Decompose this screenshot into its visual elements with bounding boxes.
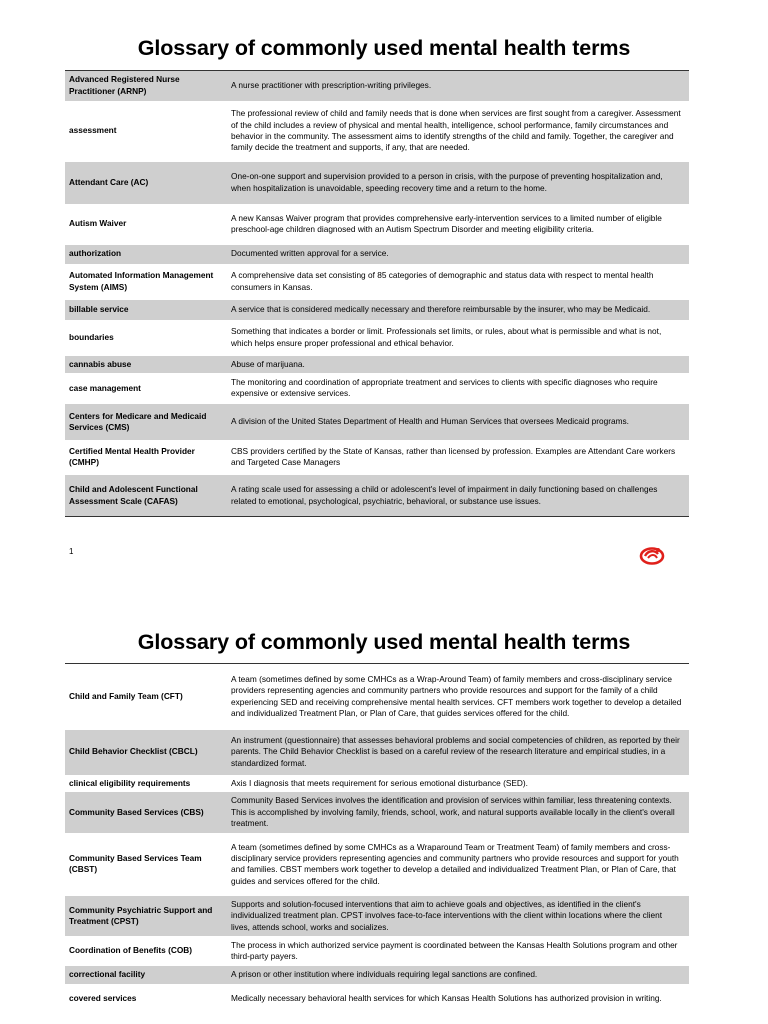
term-cell: Attendant Care (AC): [65, 162, 228, 204]
page-2: [0, 600, 768, 1024]
glossary-table: [65, 663, 689, 1014]
definition-cell: Documented written approval for a service.: [228, 245, 689, 264]
table-row: [65, 300, 689, 320]
term-cell: Community Psychiatric Support and Treatment (CPST): [65, 896, 228, 936]
page-number: 1: [69, 547, 74, 556]
term-cell: case management: [69, 382, 141, 393]
term-cell: authorization: [65, 245, 228, 264]
table-row: [65, 833, 689, 896]
definition-cell: A team (sometimes defined by some CMHCs as a Wraparound Team or Treatment Team) of family members and cross-disciplinary service providers representing agencies and community partners who provide resources and support for youth and families. CBST members work together to develop a detailed and individualized Treatment Plan, or Plan of Care, that guides and services offered for the child.: [231, 841, 679, 886]
term-cell: assessment: [69, 125, 117, 136]
term-cell: cannabis abuse: [65, 356, 228, 373]
term-cell: correctional facility: [65, 966, 228, 984]
table-row: [65, 264, 689, 300]
definition-cell: A team (sometimes defined by some CMHCs as a Wrap-Around Team) of family members and cross-disciplinary service providers representing agencies and community partners who provide resources and support for the family of a child experiencing SED and receiving comprehensive mental health services. CFT members work together to develop a detailed and individualized Treatment Plan, or Plan of Care, that guides services offered for the child.: [231, 673, 682, 719]
table-row: [65, 245, 689, 264]
term-cell: boundaries: [69, 331, 114, 342]
table-row: [65, 896, 689, 936]
page-title: Glossary of commonly used mental health terms: [137, 630, 631, 654]
table-row: [65, 936, 689, 966]
definition-cell: Abuse of marijuana.: [228, 356, 689, 373]
definition-cell: A division of the United States Department of Health and Human Services that oversees Medicaid programs.: [228, 404, 689, 440]
definition-cell: An instrument (questionnaire) that assesses behavioral problems and social competencies of children, as reported by their parents. The Child Behavior Checklist is based on a careful review of the research literature and empirical studies, in a standardized format.: [228, 730, 689, 775]
term-cell: Autism Waiver: [69, 218, 127, 229]
table-row: [65, 775, 689, 792]
table-row: [65, 792, 689, 833]
table-row: [65, 204, 689, 245]
definition-cell: CBS providers certified by the State of Kansas, rather than licensed by profession. Examples are Attendant Care workers and Targeted Case Managers: [231, 446, 676, 468]
table-row: [65, 475, 689, 517]
table-row: [65, 984, 689, 1014]
term-cell: Community Based Services Team (CBST): [69, 853, 202, 875]
definition-cell: A service that is considered medically necessary and therefore reimbursable by the insurer, who may be Medicaid.: [228, 300, 689, 320]
term-cell: Advanced Registered Nurse Practitioner (ARNP): [65, 71, 228, 101]
definition-cell: Something that indicates a border or limit. Professionals set limits, or rules, about what is permissible and what is not, which helps ensure proper professional and ethical behavior.: [231, 326, 662, 348]
term-cell: clinical eligibility requirements: [69, 777, 191, 788]
definition-cell: One-on-one support and supervision provided to a person in crisis, with the purpose of preventing hospitalization and, when hospitalization is unavoidable, speeding recovery time and a return to the home.: [228, 162, 689, 204]
definition-cell: Axis I diagnosis that meets requirement for serious emotional disturbance (SED).: [231, 777, 528, 788]
term-cell: Child and Family Team (CFT): [69, 691, 183, 702]
definition-cell: A new Kansas Waiver program that provides comprehensive early-intervention services to a limited number of eligible preschool-age children diagnosed with an Autism Spectrum Disorder and meeting eligibility criteria.: [231, 212, 662, 234]
definition-cell: Medically necessary behavioral health services for which Kansas Health Solutions has authorized provision in writing.: [231, 993, 662, 1004]
table-row: [65, 440, 689, 475]
definition-cell: The monitoring and coordination of appropriate treatment and services to clients with specific diagnoses who require expensive or extensive services.: [231, 377, 658, 399]
term-cell: covered services: [69, 993, 137, 1004]
table-row: [65, 730, 689, 775]
table-row: [65, 404, 689, 440]
table-row: [65, 373, 689, 404]
term-cell: Coordination of Benefits (COB): [69, 945, 193, 956]
definition-cell: A rating scale used for assessing a child or adolescent's level of impairment in daily functioning based on challenges related to emotional, psychological, psychiatric, behavioral, or substance use issues.: [228, 475, 689, 517]
glossary-table: [65, 70, 689, 517]
kansas-health-solutions-logo-icon: [639, 545, 665, 565]
table-row: [65, 162, 689, 204]
definition-cell: A nurse practitioner with prescription-writing privileges.: [228, 71, 689, 101]
definition-cell: A comprehensive data set consisting of 85 categories of demographic and status data with respect to mental health consumers in Kansas.: [231, 270, 654, 292]
term-cell: Certified Mental Health Provider (CMHP): [69, 446, 195, 468]
term-cell: Child Behavior Checklist (CBCL): [65, 730, 228, 775]
definition-cell: A prison or other institution where individuals requiring legal sanctions are confined.: [228, 966, 689, 984]
table-row: [65, 664, 689, 730]
term-cell: Community Based Services (CBS): [65, 792, 228, 833]
definition-cell: Supports and solution-focused interventions that aim to achieve goals and objectives, as identified in the client's individualized treatment plan. CPST involves face-to-face interventions with the client within locations where the client lives, attends school, works and socializes.: [228, 896, 689, 936]
term-cell: Centers for Medicare and Medicaid Services (CMS): [65, 404, 228, 440]
definition-cell: The professional review of child and family needs that is done when services are first sought from a caregiver. Assessment of the child includes a review of physical and mental health, intelligence, school performance, family circumstances and behavior in the community. The assessment aims to identify strengths of the child and family. Together, the caregiver and family decide the treatment and supports, if any, that are needed.: [231, 108, 681, 153]
term-cell: Child and Adolescent Functional Assessment Scale (CAFAS): [65, 475, 228, 517]
table-row: [65, 966, 689, 984]
definition-cell: Community Based Services involves the identification and provision of services within familiar, less threatening contexts. This is accomplished by involving family, friends, school, work, and natural supports available locally in the client's overall treatment.: [228, 792, 689, 833]
table-row: [65, 320, 689, 356]
table-row: [65, 71, 689, 101]
table-row: [65, 356, 689, 373]
term-cell: Automated Information Management System (AIMS): [69, 270, 214, 292]
term-cell: billable service: [65, 300, 228, 320]
table-row: [65, 101, 689, 162]
page-title: Glossary of commonly used mental health terms: [137, 36, 631, 60]
definition-cell: The process in which authorized service payment is coordinated between the Kansas Health Solutions program and other third-party payers.: [231, 939, 678, 962]
